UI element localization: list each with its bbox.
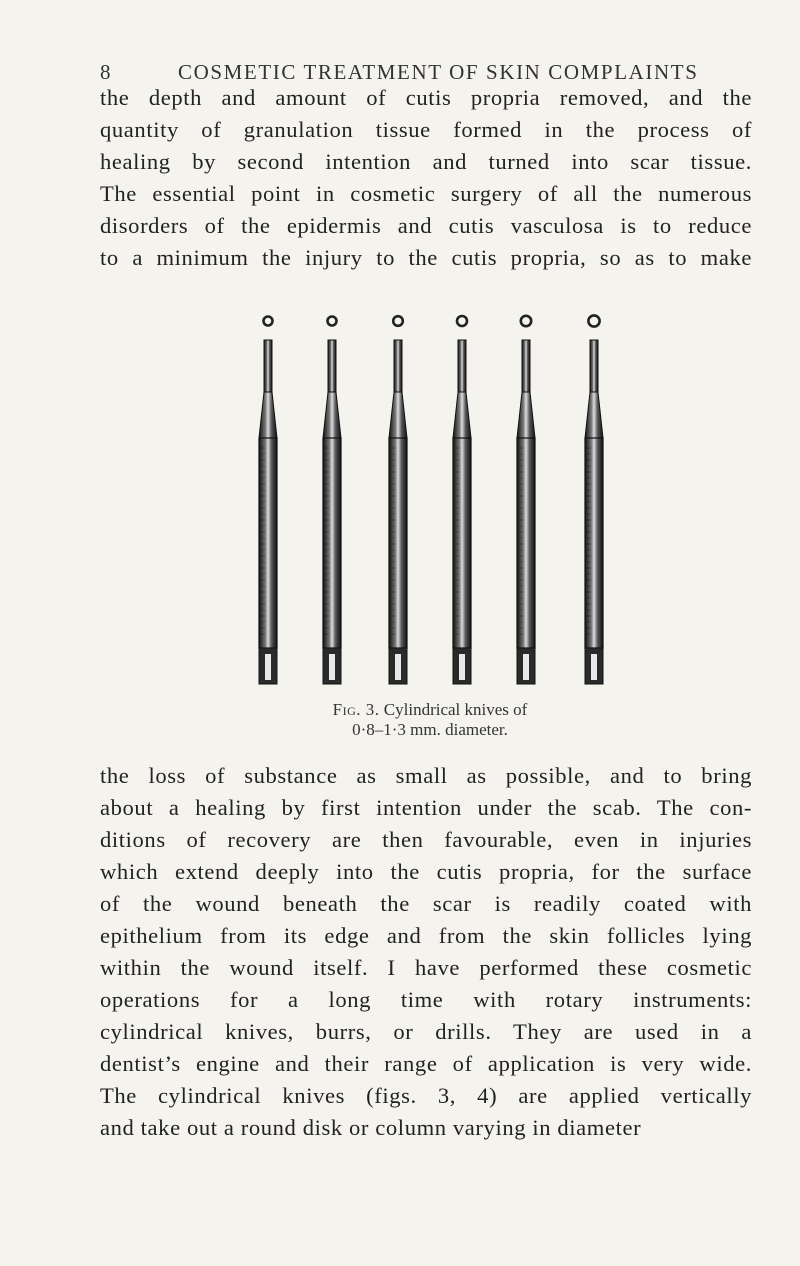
caption-text-1: Cylindrical knives of <box>383 700 528 719</box>
knife-neck <box>264 340 272 392</box>
knife-2 <box>323 317 341 685</box>
knife-neck <box>394 340 402 392</box>
text-line: to a minimum the injury to the cutis propria, so as to make <box>100 245 752 270</box>
knife-taper <box>389 392 407 438</box>
text-line: the depth and amount of cutis propria removed, and the <box>100 85 752 110</box>
knife-4 <box>453 316 471 684</box>
knife-tip-ring <box>457 316 467 326</box>
paragraph-bottom <box>100 760 752 1144</box>
knife-tip-ring <box>393 316 403 326</box>
text-line: within the wound itself. I have performed these cosmetic <box>100 955 752 980</box>
text-line: the loss of substance as small as possible, and to bring <box>100 763 752 788</box>
text-line: healing by second intention and turned into scar tissue. <box>100 149 752 174</box>
text-line: of the wound beneath the scar is readily coated with <box>100 891 752 916</box>
knife-3 <box>389 316 407 684</box>
knife-shank <box>389 438 407 648</box>
text-line: The essential point in cosmetic surgery of all the numerous <box>100 181 752 206</box>
knife-shank <box>585 438 603 648</box>
knife-taper <box>517 392 535 438</box>
knife-shank <box>453 438 471 648</box>
figure-cylindrical-knives <box>240 308 620 688</box>
text-line: The cylindrical knives (figs. 3, 4) are applied vertically <box>100 1083 752 1108</box>
knife-shank <box>259 438 277 648</box>
figure-label: Fig. 3. <box>332 700 380 719</box>
knife-1 <box>259 317 277 685</box>
knife-neck <box>328 340 336 392</box>
knife-taper <box>585 392 603 438</box>
text-line: and take out a round disk or column varying in diameter <box>100 1115 642 1140</box>
knife-neck <box>522 340 530 392</box>
text-line: about a healing by first intention under the scab. The con- <box>100 795 752 820</box>
text-line: operations for a long time with rotary instruments: <box>100 987 752 1012</box>
knife-tip-ring <box>264 317 273 326</box>
knife-shank <box>323 438 341 648</box>
caption-text-2: 0·8–1·3 mm. diameter. <box>352 720 508 739</box>
paragraph-top <box>100 82 752 274</box>
knife-end-highlight <box>591 654 597 680</box>
knife-5 <box>517 316 535 684</box>
knife-tip-ring <box>521 316 531 326</box>
knife-end-highlight <box>265 654 271 680</box>
text-line: which extend deeply into the cutis propria, for the surface <box>100 859 752 884</box>
knife-end-highlight <box>395 654 401 680</box>
knife-neck <box>458 340 466 392</box>
knife-tip-ring <box>328 317 337 326</box>
knife-tip-ring <box>588 315 599 326</box>
text-line: disorders of the epidermis and cutis vasculosa is to reduce <box>100 213 752 238</box>
text-line: dentist’s engine and their range of application is very wide. <box>100 1051 752 1076</box>
knife-taper <box>453 392 471 438</box>
knife-end-highlight <box>459 654 465 680</box>
text-line: ditions of recovery are then favourable, even in injuries <box>100 827 752 852</box>
text-line: epithelium from its edge and from the skin follicles lying <box>100 923 752 948</box>
running-title: COSMETIC TREATMENT OF SKIN COMPLAINTS <box>178 60 699 84</box>
page-number: 8 <box>100 60 113 84</box>
knife-taper <box>259 392 277 438</box>
text-line: cylindrical knives, burrs, or drills. They are used in a <box>100 1019 752 1044</box>
knife-shank <box>517 438 535 648</box>
knife-taper <box>323 392 341 438</box>
knife-6 <box>585 315 603 684</box>
knife-end-highlight <box>329 654 335 680</box>
text-line: quantity of granulation tissue formed in the process of <box>100 117 752 142</box>
knife-end-highlight <box>523 654 529 680</box>
knife-neck <box>590 340 598 392</box>
figure-caption <box>200 700 660 740</box>
